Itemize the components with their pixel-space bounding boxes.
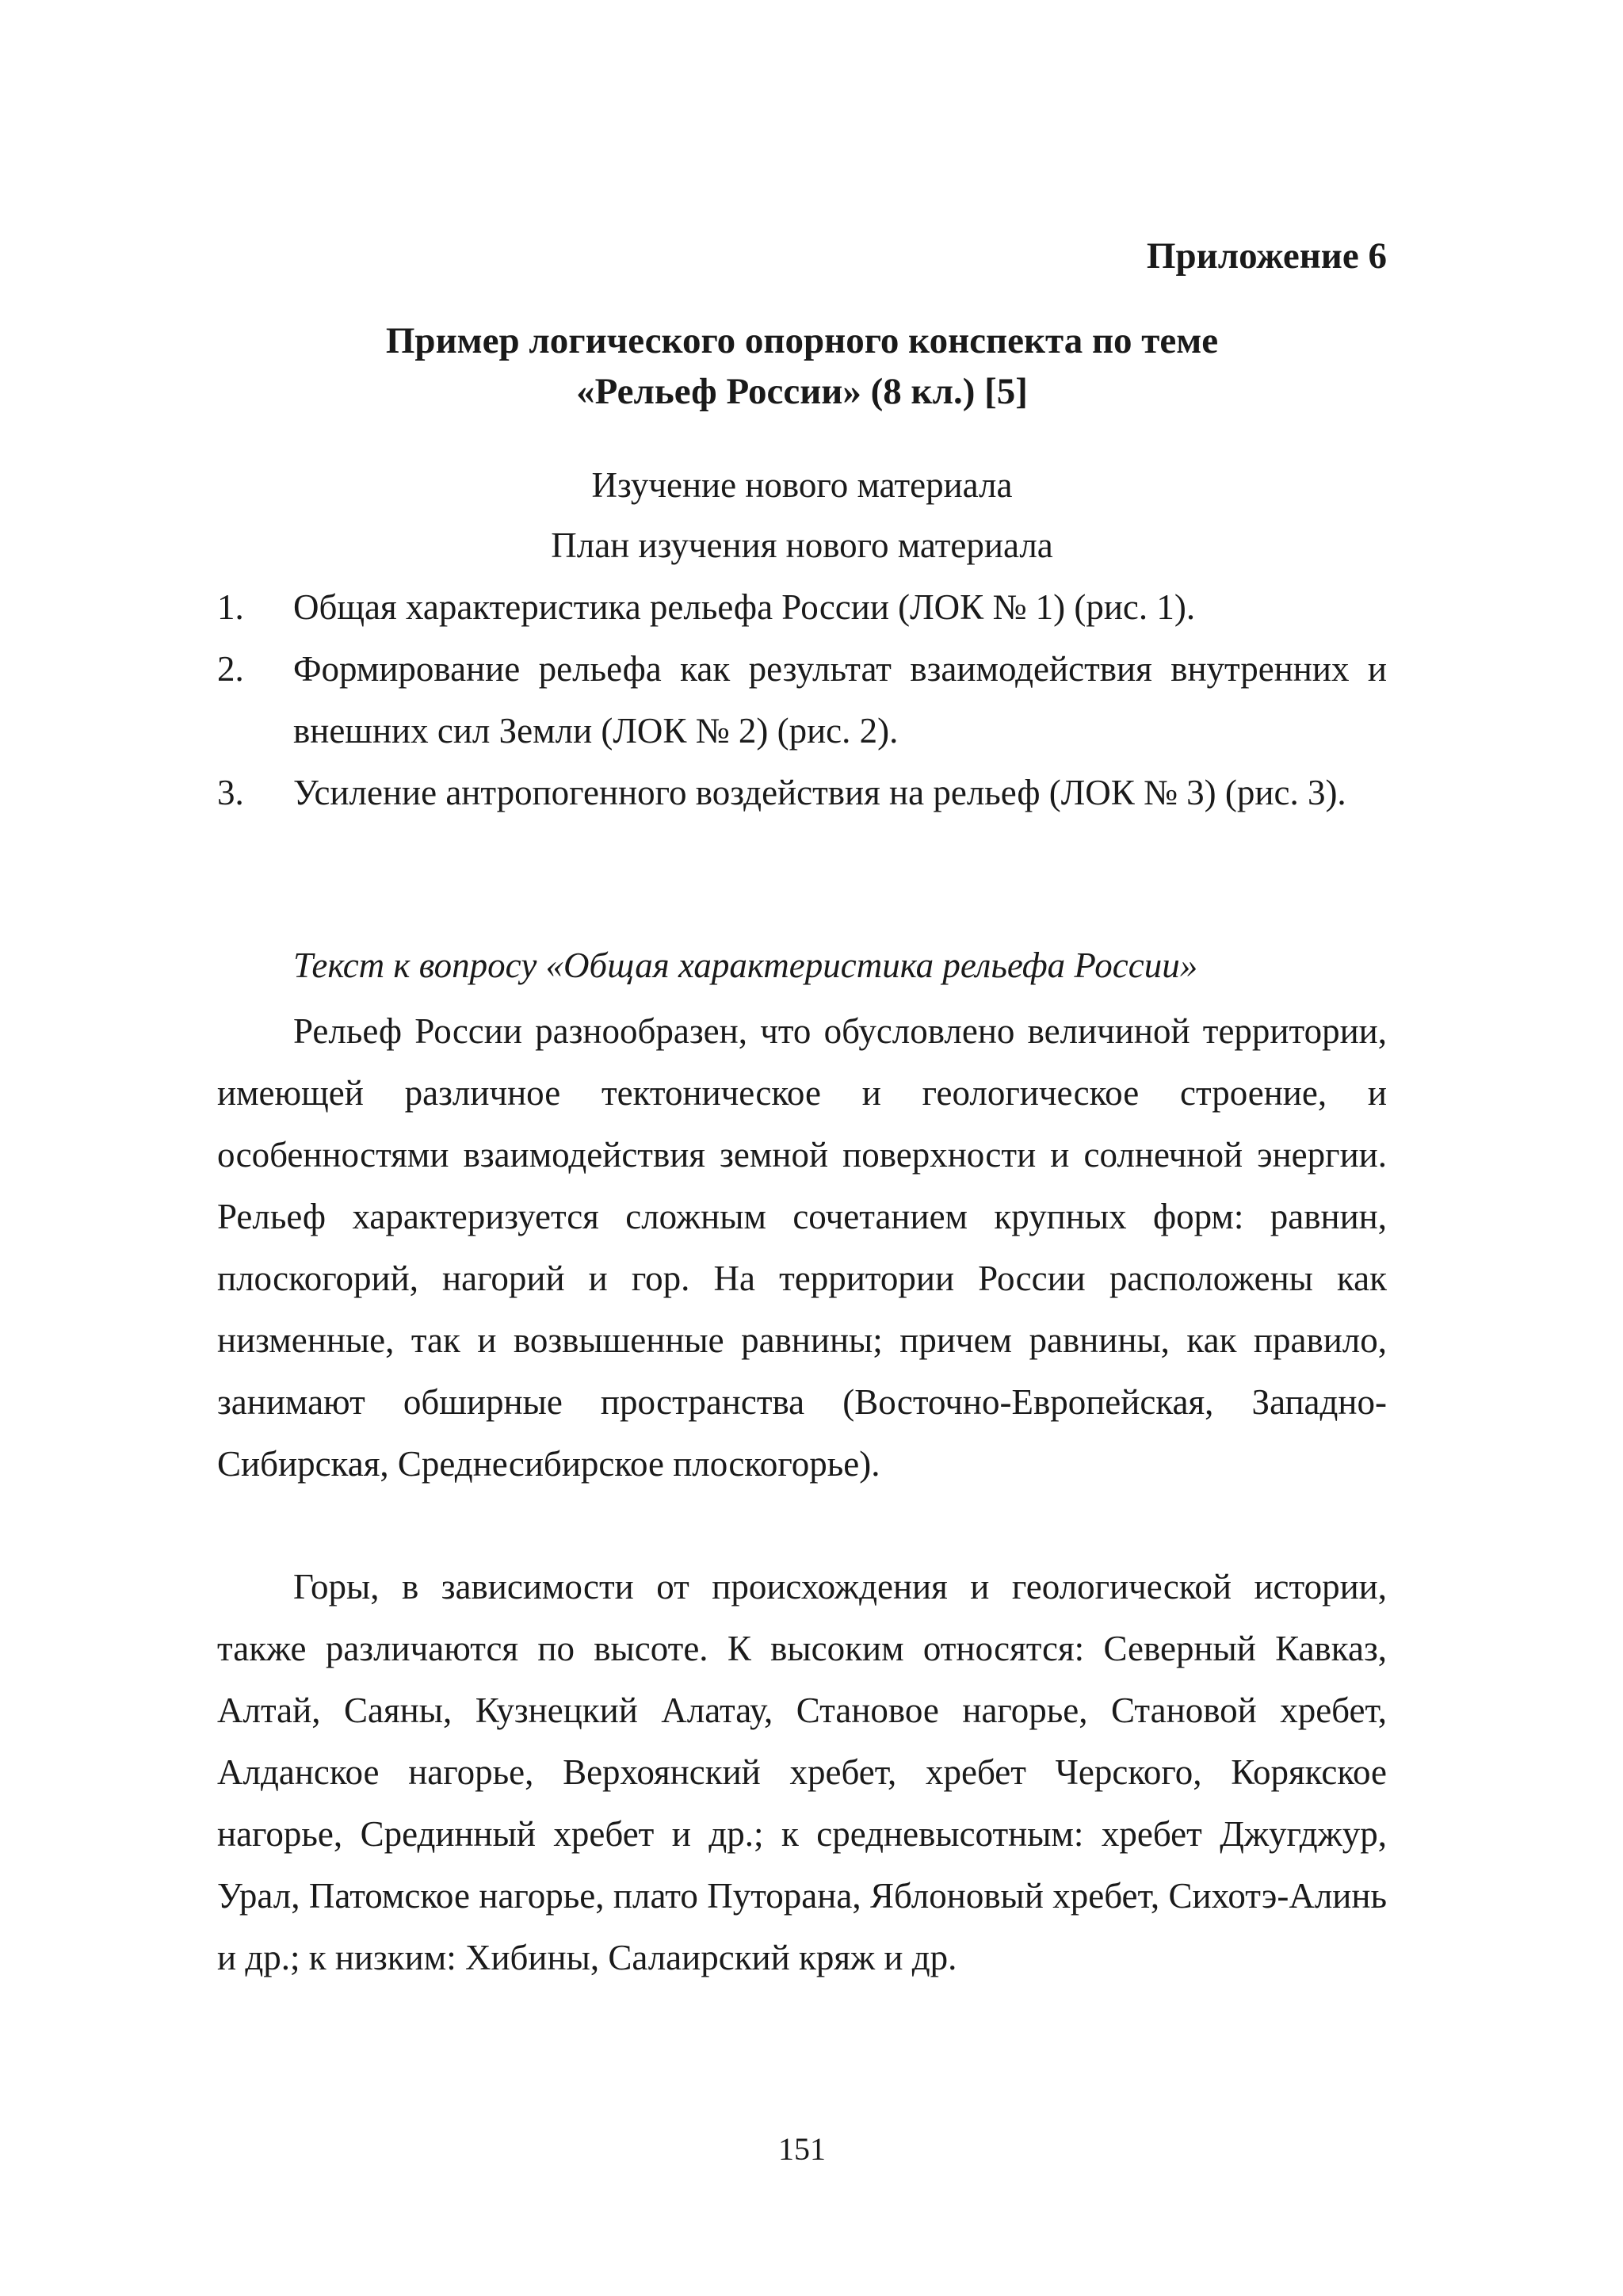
plan-item <box>217 576 1387 638</box>
title-line-2: «Рельеф России» (8 кл.) [5] <box>576 371 1028 412</box>
body-paragraph-1: Рельеф России разнообразен, что обусловлено величиной территории, имеющей различное тектоническое и геологическое строение, и особенностями взаимодействия земной поверхности и солнечной энергии. Рельеф характеризуется сложным сочетанием крупных форм: равнин, плоскогорий, нагорий и гор. На территории России расположены как низменные, так и возвышенные равнины; причем равнины, как правило, занимают обширные пространства (Восточно-Европейская, Западно-Сибирская, Среднесибирское плоскогорье). <box>217 1011 1387 1484</box>
plan-item <box>217 638 1387 762</box>
document-title <box>217 315 1387 417</box>
plan-subheading: План изучения нового материала <box>551 525 1053 565</box>
body-paragraph-2: Горы, в зависимости от происхождения и геологической истории, также различаются по высоте. К высоким относятся: Северный Кавказ, Алтай, Саяны, Кузнецкий Алатау, Становое нагорье, Становой хребет, Алданское нагорье, Верхоянский хребет, хребет Черского, Корякское нагорье, Срединный хребет и др.; к средневысотным: хребет Джугджур, Урал, Патомское нагорье, плато Путорана, Яблоновый хребет, Сихотэ-Алинь и др.; к низким: Хибины, Салаирский кряж и др. <box>217 1567 1387 1977</box>
plan-item-text: Усиление антропогенного воздействия на рельеф (ЛОК № 3) (рис. 3). <box>293 773 1346 812</box>
section-heading: Текст к вопросу «Общая характеристика рельефа России» <box>293 946 1198 985</box>
study-subheading: Изучение нового материала <box>591 465 1013 505</box>
page-number: 151 <box>778 2131 826 2167</box>
plan-item-number: 1. <box>217 587 244 627</box>
plan-item-number: 3. <box>217 773 244 812</box>
document-page <box>217 0 1387 2296</box>
plan-item <box>217 762 1387 823</box>
plan-item-text: Формирование рельефа как результат взаимодействия внутренних и внешних сил Земли (ЛОК № 2) (рис. 2). <box>293 649 1387 751</box>
title-line-1: Пример логического опорного конспекта по теме <box>385 320 1219 361</box>
plan-item-text: Общая характеристика рельефа России (ЛОК № 1) (рис. 1). <box>293 587 1196 627</box>
plan-item-number: 2. <box>217 649 244 689</box>
plan-list <box>217 576 1387 823</box>
appendix-label: Приложение 6 <box>1146 235 1387 277</box>
